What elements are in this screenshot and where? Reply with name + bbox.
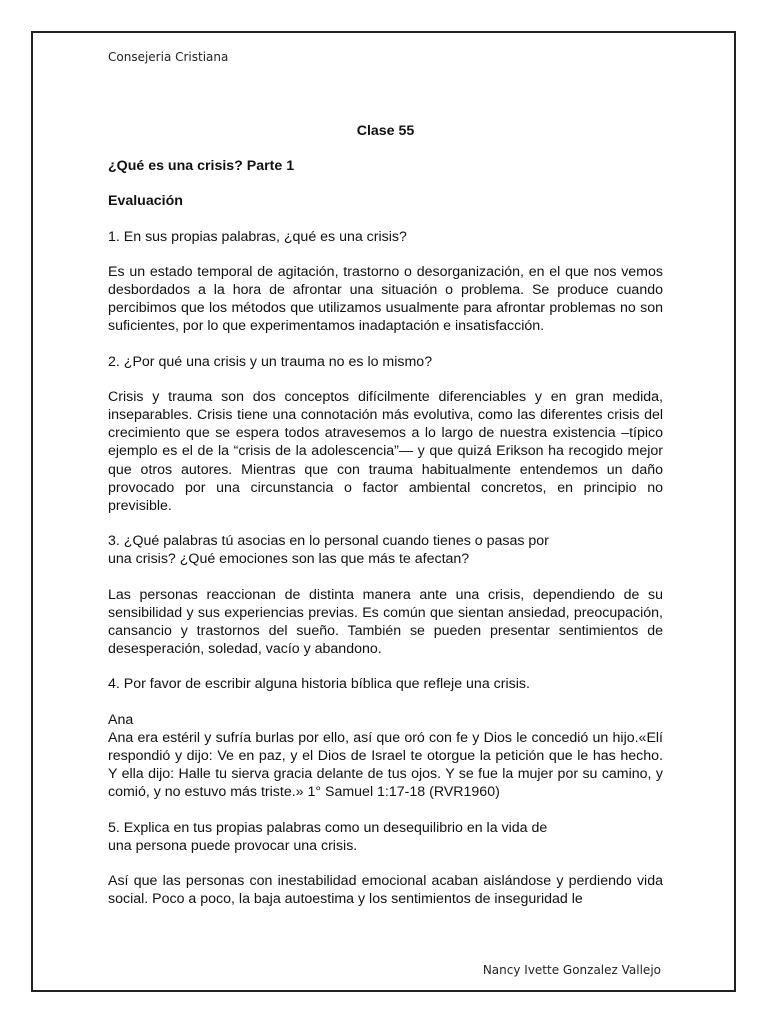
question-4: 4. Por favor de escribir alguna historia bíblica que refleje una crisis. [108,676,530,693]
question-3-line-1: 3. ¿Qué palabras tú asocias en lo personal cuando tienes o pasas por [108,533,549,550]
answer-1: Es un estado temporal de agitación, trastorno o desorganización, en el que nos vemos desbordados a la hora de afrontar una situación o problema. Se produce cuando percibimos que los métodos que utilizamos usualmente para afrontar problemas no son suficientes, por lo que experimentamos inadaptación e insatisfacción. [108,263,663,335]
section-heading: Evaluación [108,193,183,210]
answer-2: Crisis y trauma son dos conceptos difícilmente diferenciables y en gran medida, inseparables. Crisis tiene una connotación más evolutiva, como las diferentes crisis del crecimiento que se espera todos atravesemos a lo largo de nuestra existencia –típico ejemplo es el de la “crisis de la adolescencia”— y que quizá Erikson ha recogido mejor que otros autores. Mientras que con trauma habitualmente entendemos un daño provocado por una circunstancia o factor ambiental concretos, en principio no previsible. [108,388,663,515]
page-footer: Nancy Ivette Gonzalez Vallejo [482,963,661,977]
lesson-subtitle: ¿Qué es una crisis? Parte 1 [108,158,295,175]
answer-3: Las personas reaccionan de distinta manera ante una crisis, dependiendo de su sensibilidad y sus experiencias previas. Es común que sientan ansiedad, preocupación, cansancio y trastornos del sueño. También se pueden presentar sentimientos de desesperación, soledad, vacío y abandono. [108,586,663,658]
class-title: Clase 55 [356,123,415,139]
question-1: 1. En sus propias palabras, ¿qué es una crisis? [108,228,407,245]
question-2: 2. ¿Por qué una crisis y un trauma no es lo mismo? [108,353,433,370]
question-3 [108,532,663,568]
answer-4-name: Ana [108,711,134,728]
question-5 [108,819,663,855]
question-5-line-2: una persona puede provocar una crisis. [108,837,358,854]
question-5-line-1: 5. Explica en tus propias palabras como un desequilibrio en la vida de [108,819,548,836]
answer-4: Ana era estéril y sufría burlas por ello, así que oró con fe y Dios le concedió un hijo.«Elí respondió y dijo: Ve en paz, y el Dios de Israel te otorgue la petición que le has hecho. Y ella dijo: Halle tu sierva gracia delante de tus ojos. Y se fue la mujer por su camino, y comió, y no estuvo más triste.» 1° Samuel 1:17-18 (RVR1960) [108,729,663,801]
answer-5: Así que las personas con inestabilidad emocional acaban aislándose y perdiendo vida social. Poco a poco, la baja autoestima y los sentimientos de inseguridad le [108,873,663,908]
document-body [108,122,663,926]
question-3-line-2: una crisis? ¿Qué emociones son las que más te afectan? [108,551,470,568]
document-page [31,31,736,991]
page-bottom-border [31,990,736,992]
page-header: Consejeria Cristiana [108,50,229,64]
